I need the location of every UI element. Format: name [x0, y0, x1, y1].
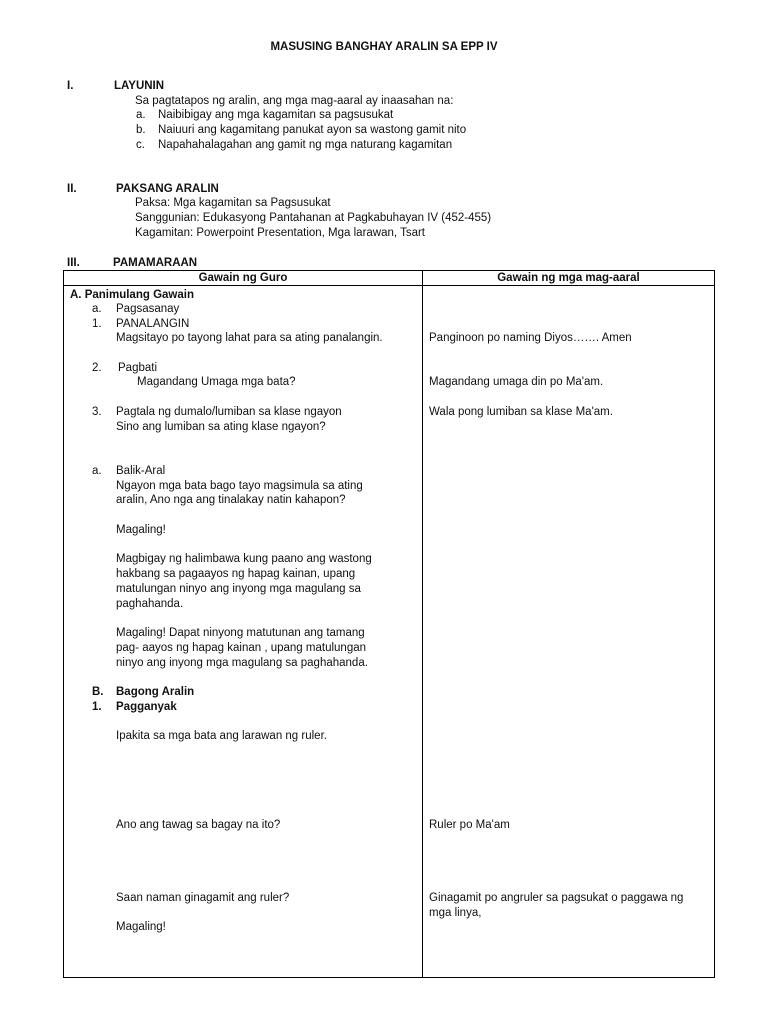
objective-marker: c.: [136, 139, 145, 151]
objective-marker: b.: [136, 124, 146, 136]
question-text: Saan naman ginagamit ang ruler?: [116, 892, 290, 904]
question-text: Ano ang tawag sa bagay na ito?: [116, 819, 281, 831]
teacher-activities-cell: [64, 286, 423, 978]
list-marker: 3.: [92, 406, 102, 418]
halimbawa-text: hakbang sa pagaayos ng hapag kainan, upang: [116, 568, 356, 580]
reference-line: Sanggunian: Edukasyong Pantahanan at Pagkabuhayan IV (452-455): [135, 212, 492, 224]
praise-text: Magaling!: [116, 921, 166, 933]
pagganyak-heading: Pagganyak: [116, 701, 177, 713]
list-marker: a.: [92, 465, 102, 477]
pagbati-label: Pagbati: [118, 362, 158, 374]
student-response: Wala pong lumiban sa klase Ma'am.: [429, 406, 613, 418]
student-response: Ginagamit po angruler sa pagsukat o paggawa ng: [429, 892, 684, 904]
list-marker: 1.: [92, 701, 102, 713]
halimbawa-text: paghahanda.: [116, 598, 184, 610]
pagsasanay-label: Pagsasanay: [116, 303, 180, 315]
objective-item: Napahahalagahan ang gamit ng mga naturang kagamitan: [158, 139, 453, 151]
section1-number: I.: [67, 80, 74, 92]
section3-heading: PAMAMARAAN: [113, 257, 198, 269]
list-marker: B.: [92, 686, 104, 698]
table-row: [64, 286, 715, 978]
panalangin-label: PANALANGIN: [116, 318, 190, 330]
student-response: Magandang umaga din po Ma'am.: [429, 376, 604, 388]
praise-text: Magaling! Dapat ninyong matutunan ang tamang: [116, 627, 365, 639]
section1-heading: LAYUNIN: [114, 80, 165, 92]
student-activities-cell: [423, 286, 715, 978]
praise-text: ninyo ang inyong mga magulang sa paghahanda.: [116, 657, 368, 669]
table-header-row: [64, 271, 715, 286]
halimbawa-text: Magbigay ng halimbawa kung paano ang wastong: [116, 553, 372, 565]
section2-heading: PAKSANG ARALIN: [116, 183, 219, 195]
list-marker: a.: [92, 303, 102, 315]
balik-aral-label: Balik-Aral: [116, 465, 166, 477]
procedure-table: [63, 270, 715, 978]
topic-line: Paksa: Mga kagamitan sa Pagsusukat: [135, 197, 331, 209]
section2-number: II.: [67, 183, 77, 195]
section3-number: III.: [67, 257, 80, 269]
student-response: Ruler po Ma'am: [429, 819, 510, 831]
teacher-column-header: Gawain ng Guro: [64, 271, 423, 286]
student-column-header: Gawain ng mga mag-aaral: [423, 271, 715, 286]
panimulang-gawain-heading: A. Panimulang Gawain: [70, 289, 194, 301]
section1-intro: Sa pagtatapos ng aralin, ang mga mag-aaral ay inaasahan na:: [135, 95, 454, 107]
panalangin-text: Magsitayo po tayong lahat para sa ating panalangin.: [116, 332, 383, 344]
list-marker: 2.: [92, 362, 102, 374]
student-response: Panginoon po naming Diyos……. Amen: [429, 332, 632, 344]
pagtala-text: Sino ang lumiban sa ating klase ngayon?: [116, 421, 326, 433]
pagtala-label: Pagtala ng dumalo/lumiban sa klase ngayon: [116, 406, 342, 418]
objective-item: Naiuuri ang kagamitang panukat ayon sa wastong gamit nito: [158, 124, 467, 136]
ipakita-text: Ipakita sa mga bata ang larawan ng ruler.: [116, 730, 327, 742]
objective-item: Naibibigay ang mga kagamitan sa pagsusukat: [158, 109, 394, 121]
student-response: mga linya,: [429, 907, 482, 919]
praise-text: pag- aayos ng hapag kainan , upang matulungan: [116, 642, 367, 654]
materials-line: Kagamitan: Powerpoint Presentation, Mga larawan, Tsart: [135, 227, 425, 239]
objective-marker: a.: [136, 109, 146, 121]
list-marker: 1.: [92, 318, 102, 330]
bagong-aralin-heading: Bagong Aralin: [116, 686, 195, 698]
pagbati-text: Magandang Umaga mga bata?: [137, 376, 296, 388]
halimbawa-text: matulungan ninyo ang inyong mga magulang sa: [116, 583, 361, 595]
praise-text: Magaling!: [116, 524, 166, 536]
document-title: MASUSING BANGHAY ARALIN SA EPP IV: [270, 41, 498, 53]
balik-aral-text: aralin, Ano nga ang tinalakay natin kahapon?: [116, 494, 346, 506]
balik-aral-text: Ngayon mga bata bago tayo magsimula sa ating: [116, 480, 363, 492]
